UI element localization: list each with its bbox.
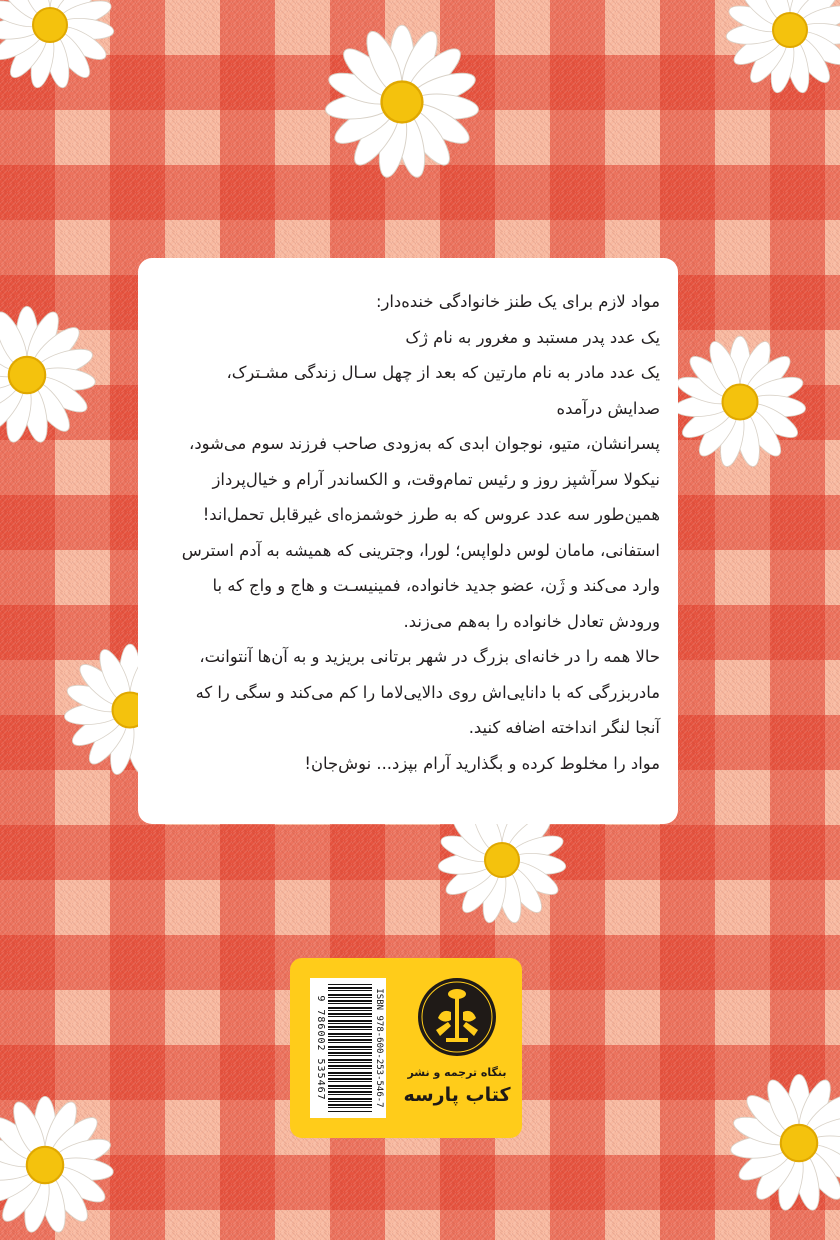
blurb-card [138, 258, 678, 824]
daisy-top-center-icon [318, 18, 486, 186]
daisy-right-middle-icon [668, 330, 812, 474]
daisy-bottom-left-icon [0, 1090, 120, 1240]
blurb-paragraph-grandmother: حالا همه را در خانه‌ای بزرگ در شهر برتانی بریزید و به آن‌ها آنتوانت، مادربزرگی که با دانایی‌اش روی دالایی‌لاما را کم می‌کند و سگی را که آنجا لنگر انداخته اضافه کنید. [195, 647, 660, 737]
blurb-paragraph-ingredients: مواد لازم برای یک طنز خانوادگی خنده‌دار: یک عدد پدر مستبد و مغرور به نام ژک یک عدد مادر به نام مارتین که بعد از چهل سـال زندگی مشـترک، صدایش درآمده [226, 292, 660, 418]
barcode-bars [328, 984, 372, 1112]
publisher-subtitle: بنگاه ترجمه و نشر [407, 1066, 507, 1079]
daisy-bottom-right-icon [724, 1068, 840, 1218]
blurb-paragraph-sons: پسرانشان، متیو، نوجوان ابدی که به‌زودی صاحب فرزند سوم می‌شود، نیکولا سرآشپز روز و رئیس تمام‌وقت، و الکساندر آرام و خیال‌پرداز [189, 434, 660, 489]
blurb-paragraph-brides-intro: همین‌طور سه عدد عروس که به طرز خوشمزه‌ای غیرقابل تحمل‌اند! [202, 505, 660, 524]
barcode-digits: 9 786002 535467 [315, 995, 326, 1101]
daisy-top-left-icon [0, 0, 120, 95]
daisy-left-middle-icon [0, 300, 102, 450]
barcode [310, 978, 386, 1118]
isbn-label: ISBN 978-600-253-546-7 [374, 988, 384, 1108]
blurb-paragraph-closing: مواد را مخلوط کرده و بگذارید آرام بپزد... نوش‌جان! [304, 753, 660, 773]
blurb-paragraph-brides: استفانی، مامان لوس دلواپس؛ لورا، وجترینی که همیشه به آدم استرس وارد می‌کند و ژَن، عضو جدید خانواده، فمینیسـت و هاج و واج که با ورودش تعادل خانواده را به‌هم می‌زند. [181, 540, 660, 631]
publisher-name: کتاب پارسه [403, 1084, 511, 1106]
parseh-emblem-icon [418, 978, 496, 1056]
publisher-badge [290, 958, 522, 1138]
daisy-top-right-icon [720, 0, 840, 100]
